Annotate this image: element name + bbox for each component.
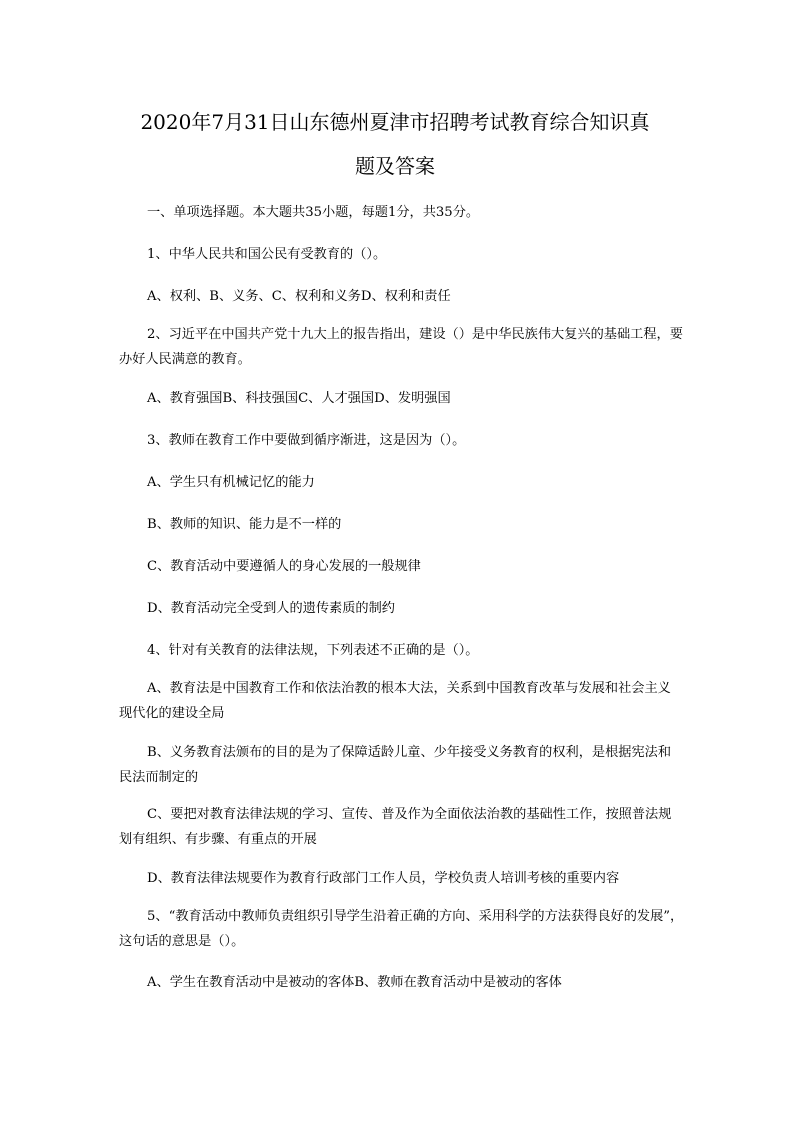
question-1-options: A、权利、B、义务、C、权利和义务D、权利和责任 — [147, 289, 451, 304]
question-3-option-c: C、教育活动中要遵循人的身心发展的一般规律 — [147, 559, 421, 574]
question-5-options: A、学生在教育活动中是被动的客体B、教师在教育活动中是被动的客体 — [147, 975, 562, 990]
question-4: 4、针对有关教育的法律法规，下列表述不正确的是（）。 — [147, 643, 479, 658]
title-line-1: 2020年7月31日山东德州夏津市招聘考试教育综合知识真 — [140, 110, 650, 134]
title-line-2: 题及答案 — [355, 154, 435, 178]
question-5: 5、“教育活动中教师负责组织引导学生沿着正确的方向、采用科学的方法获得良好的发展”，这句话的意思是（）。 — [119, 909, 684, 949]
section-heading: 一、单项选择题。本大题共35小题，每题1分，共35分。 — [147, 205, 480, 220]
question-3-option-b: B、教师的知识、能力是不一样的 — [147, 517, 342, 532]
question-2: 2、习近平在中国共产党十九大上的报告指出，建设（）是中华民族伟大复兴的基础工程，要办好人民满意的教育。 — [119, 327, 683, 367]
question-3-option-a: A、学生只有机械记忆的能力 — [147, 475, 315, 490]
question-4-option-a: A、教育法是中国教育工作和依法治教的根本大法，关系到中国教育改革与发展和社会主义现代化的建设全局 — [119, 681, 671, 721]
question-1: 1、中华人民共和国公民有受教育的（）。 — [147, 247, 387, 262]
question-2-options: A、教育强国B、科技强国C、人才强国D、发明强国 — [147, 391, 451, 406]
question-4-option-b: B、义务教育法颁布的目的是为了保障适龄儿童、少年接受义务教育的权利，是根据宪法和民法而制定的 — [119, 745, 671, 785]
question-4-option-c: C、要把对教育法律法规的学习、宣传、普及作为全面依法治教的基础性工作，按照普法规划有组织、有步骤、有重点的开展 — [119, 807, 672, 847]
question-3-option-d: D、教育活动完全受到人的遗传素质的制约 — [147, 601, 395, 616]
question-4-option-d: D、教育法律法规要作为教育行政部门工作人员，学校负责人培训考核的重要内容 — [147, 871, 620, 886]
document-title — [110, 100, 680, 188]
question-3: 3、教师在教育工作中要做到循序渐进，这是因为（）。 — [147, 433, 466, 448]
